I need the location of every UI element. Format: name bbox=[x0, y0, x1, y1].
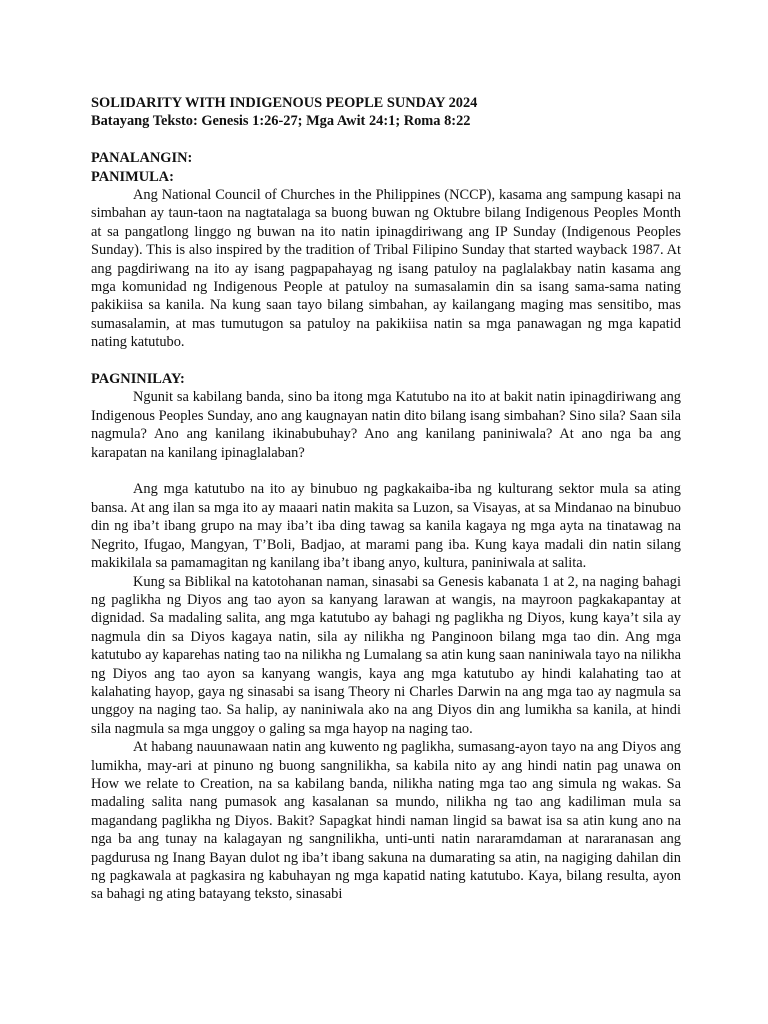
pagninilay-paragraph: Kung sa Biblikal na katotohanan naman, sinasabi sa Genesis kabanata 1 at 2, na naging bahagi ng paglikha ng Diyos ang tao ayon sa kanyang larawan at wangis, na mayroon pagkakapantay at dignidad. Sa madaling salita, ang mga katutubo ay bahagi ng paglikha ng Diyos, kung kaya’t sila ay nagmula din sa Diyos kagaya natin, sila ay nilikha ng Panginoon bilang mga tao din. Ang mga katutubo ay kaparehas nating tao na nilikha ng Lumalang sa atin kung saan naniniwala tayo na nilikha ng Diyos ang tao ayon sa kanyang wangis, kaya ang mga katutubo ay hindi kalahating tao at kalahating hayop, gaya ng sinasabi sa isang Theory ni Charles Darwin na ang mga tao ay nagmula sa unggoy na naging tao. Sa halip, ay naniniwala ako na ang Diyos din ang lumikha sa kanila, at hindi sila nagmula sa mga unggoy o galing sa mga hayop na naging tao. bbox=[91, 573, 681, 737]
pagninilay-paragraph: At habang nauunawaan natin ang kuwento ng paglikha, sumasang-ayon tayo na ang Diyos ang lumikha, may-ari at pinuno ng buong sangnilikha, sa kabila nito ay ang hindi natin pag unawa on How we relate to Creation, na sa kabilang banda, nilikha nating mga tao ang simula ng wakas. Sa madaling salita nang pumasok ang kasalanan sa mundo, nilikha ng tao ang kadiliman mula sa magandang paglikha ng Diyos. Bakit? Sapagkat hindi naman lingid sa bawat isa sa atin kung ano na nga ba ang tunay na kalagayan ng sangnilikha, unti-unti natin nararamdaman at nararanasan ang pagdurusa ng Inang Bayan dulot ng iba’t ibang sakuna na dumarating sa atin, na nagiging dahilan din ng pagkawala at pagkasira ng kabuhayan ng mga kapatid nating katutubo. Kaya, bilang resulta, ayon sa bahagi ng ating batayang teksto, sinasabi bbox=[91, 739, 681, 903]
document-title: SOLIDARITY WITH INDIGENOUS PEOPLE SUNDAY 2024 bbox=[91, 95, 478, 111]
document-page bbox=[91, 94, 681, 904]
panimula-paragraph: Ang National Council of Churches in the Philippines (NCCP), kasama ang sampung kasapi na simbahan ay taun-taon na nagtatalaga sa buong buwan ng Oktubre bilang Indigenous Peoples Month at sa pangatlong linggo ng buwan na ito natin ipinagdiriwang ang IP Sunday (Indigenous Peoples Sunday). This is also inspired by the tradition of Tribal Filipino Sunday that started wayback 1987. At ang pagdiriwang na ito ay isang pagpapahayag ng isang patuloy na paglalakbay natin kasama ang mga komunidad ng Indigenous People at patuloy na sumasalamin din sa isang sama-sama nating pakikiisa sa kanila. Na kung saan tayo bilang simbahan, ay kailangang maging mas sensitibo, mas sumasalamin, at mas tumutugon sa patuloy na pakikiisa natin sa mga panawagan ng mga kapatid nating katutubo. bbox=[91, 187, 681, 351]
pagninilay-paragraph: Ang mga katutubo na ito ay binubuo ng pagkakaiba-iba ng kulturang sektor mula sa ating bansa. At ang ilan sa mga ito ay maaari natin makita sa Luzon, sa Visayas, at sa Mindanao na binubuo din ng iba’t ibang grupo na may iba’t iba ding tawag sa kanila kagaya ng mga ayta na tinatawag na Negrito, Ifugao, Mangyan, T’Boli, Badjao, at marami pang iba. Kung kaya madali din natin silang makikilala sa pamamagitan ng kanilang iba’t ibang anyo, kultura, paniniwala at salita. bbox=[91, 481, 681, 572]
spacer bbox=[91, 131, 681, 149]
pagninilay-paragraph: Ngunit sa kabilang banda, sino ba itong mga Katutubo na ito at bakit natin ipinagdiriwang ang Indigenous Peoples Sunday, ano ang kaugnayan natin dito bilang isang simbahan? Sino sila? Saan sila nagmula? Ano ang kanilang ikinabubuhay? Ano ang kanilang paniniwala? At ano nga ba ang karapatan na kanilang ipinaglalaban? bbox=[91, 389, 681, 461]
spacer bbox=[91, 462, 681, 480]
panimula-heading: PANIMULA: bbox=[91, 168, 174, 185]
pagninilay-heading: PAGNINILAY: bbox=[91, 371, 185, 388]
document-subtitle: Batayang Teksto: Genesis 1:26-27; Mga Awit 24:1; Roma 8:22 bbox=[91, 113, 471, 130]
spacer bbox=[91, 352, 681, 370]
panalangin-heading: PANALANGIN: bbox=[91, 150, 193, 167]
